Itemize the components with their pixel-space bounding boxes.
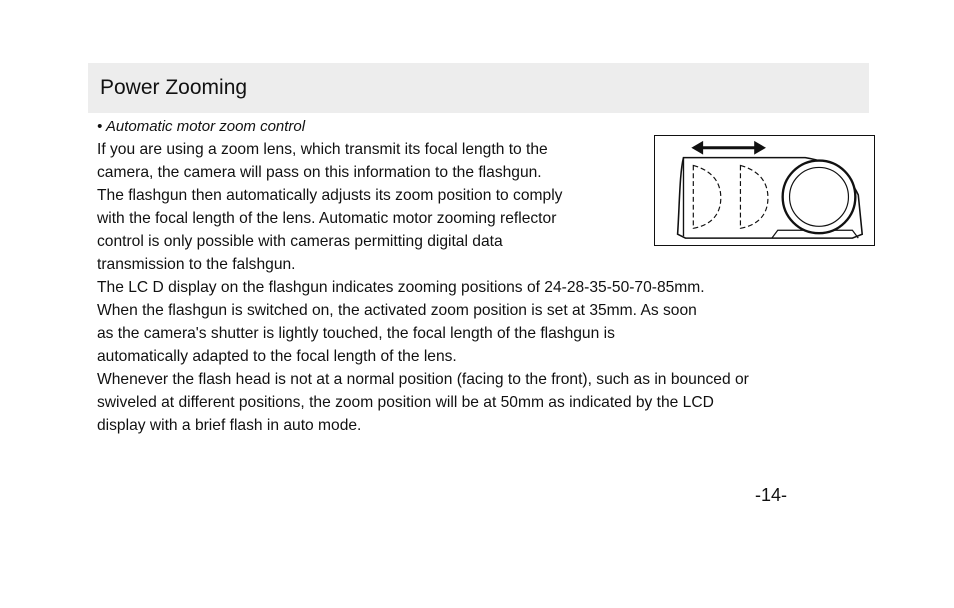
paragraph-line-2: camera, the camera will pass on this information to the flashgun. bbox=[97, 164, 542, 181]
paragraph-line-13: display with a brief flash in auto mode. bbox=[97, 417, 362, 434]
paragraph-line-6: transmission to the falshgun. bbox=[97, 256, 296, 273]
paragraph-line-1: If you are using a zoom lens, which transmit its focal length to the bbox=[97, 141, 548, 158]
paragraph-line-4: with the focal length of the lens. Automatic motor zooming reflector bbox=[97, 210, 557, 227]
double-arrow-icon bbox=[691, 141, 766, 155]
paragraph-line-12: swiveled at different positions, the zoom position will be at 50mm as indicated by the LCD bbox=[97, 394, 714, 411]
section-title: Power Zooming bbox=[100, 76, 248, 99]
reflector-position-dashed-icon bbox=[693, 165, 768, 228]
paragraph-line-7: The LC D display on the flashgun indicates zooming positions of 24-28-35-50-70-85mm. bbox=[97, 279, 705, 296]
subheading-automatic-zoom: • Automatic motor zoom control bbox=[97, 118, 306, 135]
paragraph-line-3: The flashgun then automatically adjusts its zoom position to comply bbox=[97, 187, 563, 204]
page-number: -14- bbox=[755, 485, 788, 505]
paragraph-line-9: as the camera's shutter is lightly touched, the focal length of the flashgun is bbox=[97, 325, 615, 342]
paragraph-line-8: When the flashgun is switched on, the activated zoom position is set at 35mm. As soon bbox=[97, 302, 697, 319]
paragraph-line-11: Whenever the flash head is not at a normal position (facing to the front), such as in bounced or bbox=[97, 371, 749, 388]
flash-zoom-reflector-diagram-icon bbox=[654, 135, 875, 246]
paragraph-line-10: automatically adapted to the focal length of the lens. bbox=[97, 348, 457, 365]
section-header bbox=[88, 63, 869, 113]
paragraph-line-5: control is only possible with cameras permitting digital data bbox=[97, 233, 503, 250]
lens-circle-icon bbox=[783, 161, 856, 234]
